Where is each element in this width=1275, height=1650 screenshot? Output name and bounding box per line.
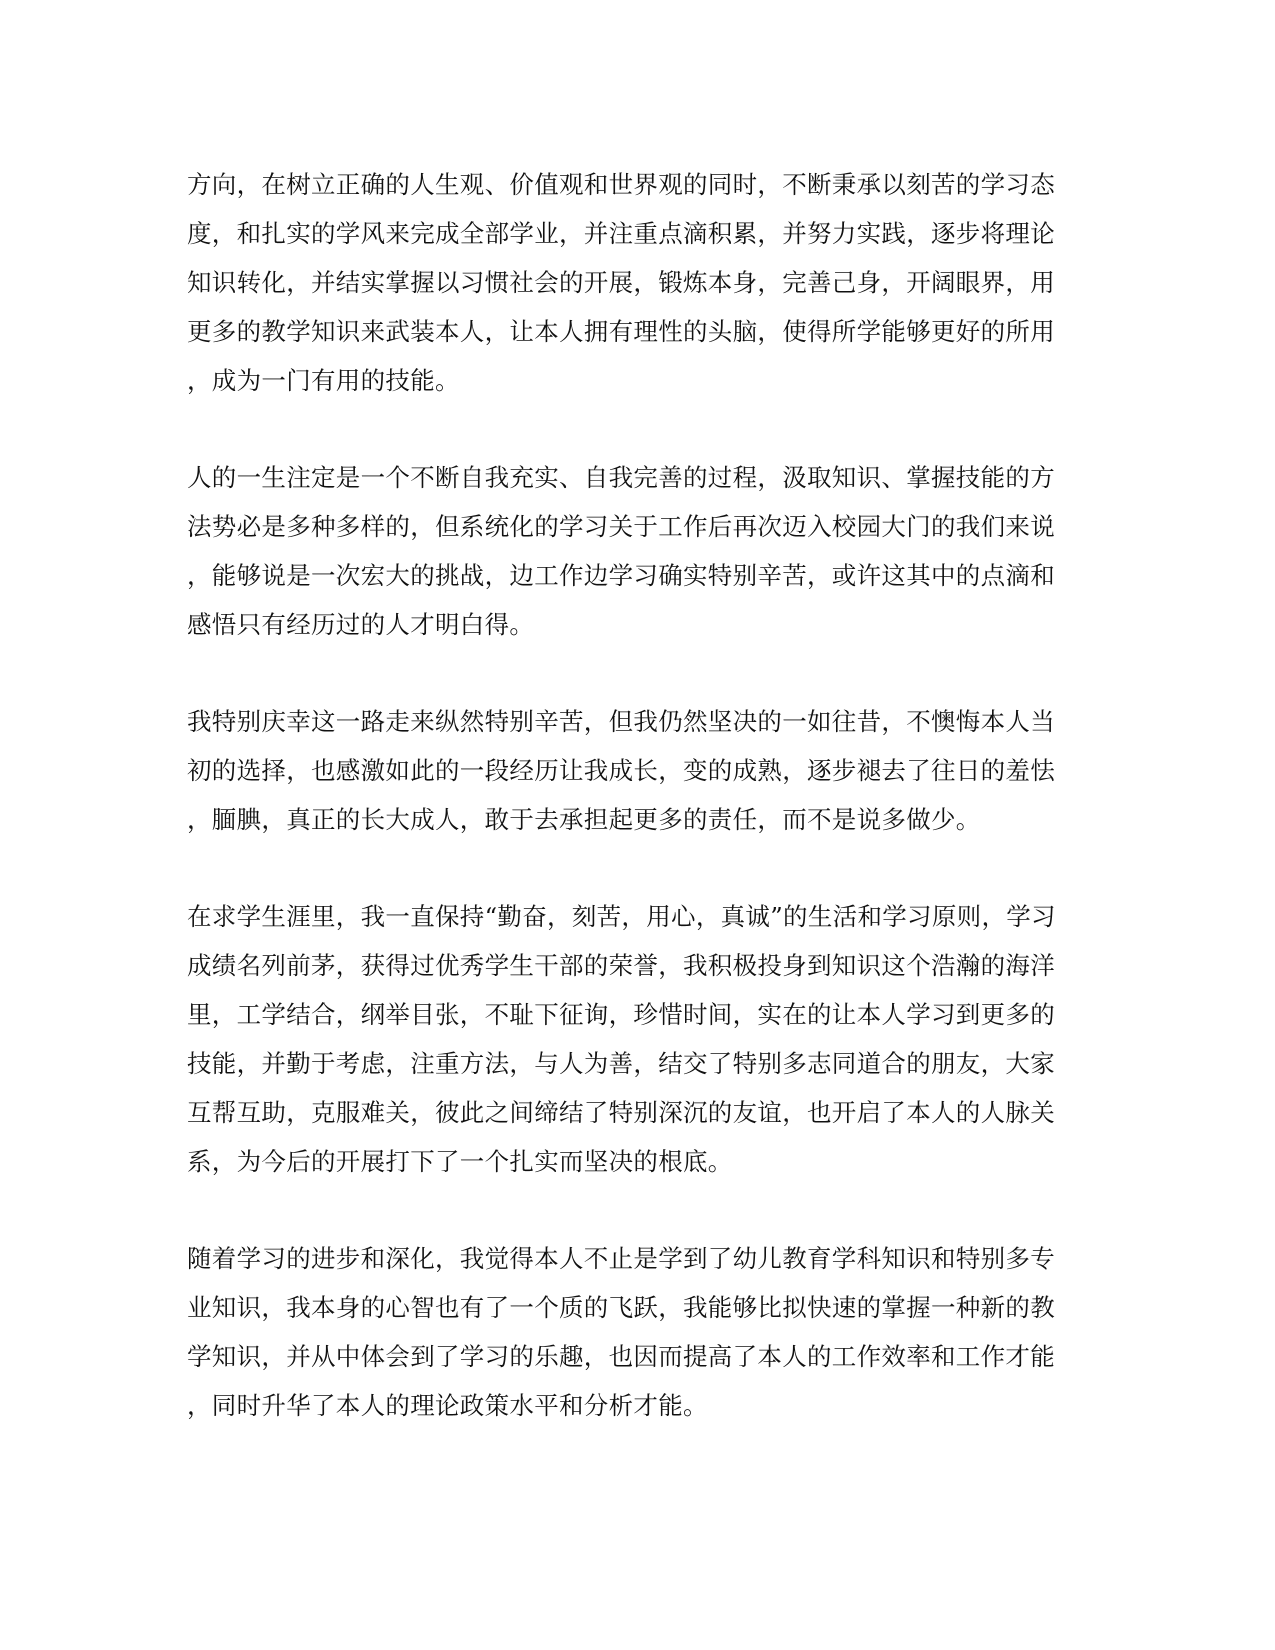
paragraph-1 xyxy=(187,160,1067,405)
text-line: ，能够说是一次宏大的挑战，边工作边学习确实特别辛苦，或许这其中的点滴和 xyxy=(187,561,1055,590)
paragraph-3 xyxy=(187,697,1067,844)
text-line: 我特别庆幸这一路走来纵然特别辛苦，但我仍然坚决的一如往昔，不懊悔本人当 xyxy=(187,707,1055,736)
text-line: ，同时升华了本人的理论政策水平和分析才能。 xyxy=(187,1391,708,1420)
document-body xyxy=(187,160,1067,1478)
text-line: 学知识，并从中体会到了学习的乐趣，也因而提高了本人的工作效率和工作才能 xyxy=(187,1342,1055,1371)
text-line: ，成为一门有用的技能。 xyxy=(187,366,460,395)
text-line: 知识转化，并结实掌握以习惯社会的开展，锻炼本身，完善己身，开阔眼界，用 xyxy=(187,268,1055,297)
text-line: 随着学习的进步和深化，我觉得本人不止是学到了幼儿教育学科知识和特别多专 xyxy=(187,1244,1055,1273)
text-line: 初的选择，也感激如此的一段经历让我成长，变的成熟，逐步褪去了往日的羞怯 xyxy=(187,756,1055,785)
text-line: 人的一生注定是一个不断自我充实、自我完善的过程，汲取知识、掌握技能的方 xyxy=(187,463,1055,492)
text-line: 里，工学结合，纲举目张，不耻下征询，珍惜时间，实在的让本人学习到更多的 xyxy=(187,1000,1055,1029)
text-line: 互帮互助，克服难关，彼此之间缔结了特别深沉的友谊，也开启了本人的人脉关 xyxy=(187,1098,1055,1127)
text-line: 业知识，我本身的心智也有了一个质的飞跃，我能够比拟快速的掌握一种新的教 xyxy=(187,1293,1055,1322)
text-line: 方向，在树立正确的人生观、价值观和世界观的同时，不断秉承以刻苦的学习态 xyxy=(187,170,1055,199)
paragraph-4 xyxy=(187,892,1067,1186)
paragraph-5 xyxy=(187,1234,1067,1430)
text-line: 更多的教学知识来武装本人，让本人拥有理性的头脑，使得所学能够更好的所用 xyxy=(187,317,1055,346)
paragraph-2 xyxy=(187,453,1067,649)
text-line: 度，和扎实的学风来完成全部学业，并注重点滴积累，并努力实践，逐步将理论 xyxy=(187,219,1055,248)
text-line: ，腼腆，真正的长大成人，敢于去承担起更多的责任，而不是说多做少。 xyxy=(187,805,981,834)
text-line: 法势必是多种多样的，但系统化的学习关于工作后再次迈入校园大门的我们来说 xyxy=(187,512,1055,541)
text-line: 在求学生涯里，我一直保持“勤奋，刻苦，用心，真诚”的生活和学习原则，学习 xyxy=(187,902,1056,931)
text-line: 技能，并勤于考虑，注重方法，与人为善，结交了特别多志同道合的朋友，大家 xyxy=(187,1049,1055,1078)
text-line: 成绩名列前茅，获得过优秀学生干部的荣誉，我积极投身到知识这个浩瀚的海洋 xyxy=(187,951,1055,980)
text-line: 系，为今后的开展打下了一个扎实而坚决的根底。 xyxy=(187,1147,733,1176)
text-line: 感悟只有经历过的人才明白得。 xyxy=(187,610,535,639)
